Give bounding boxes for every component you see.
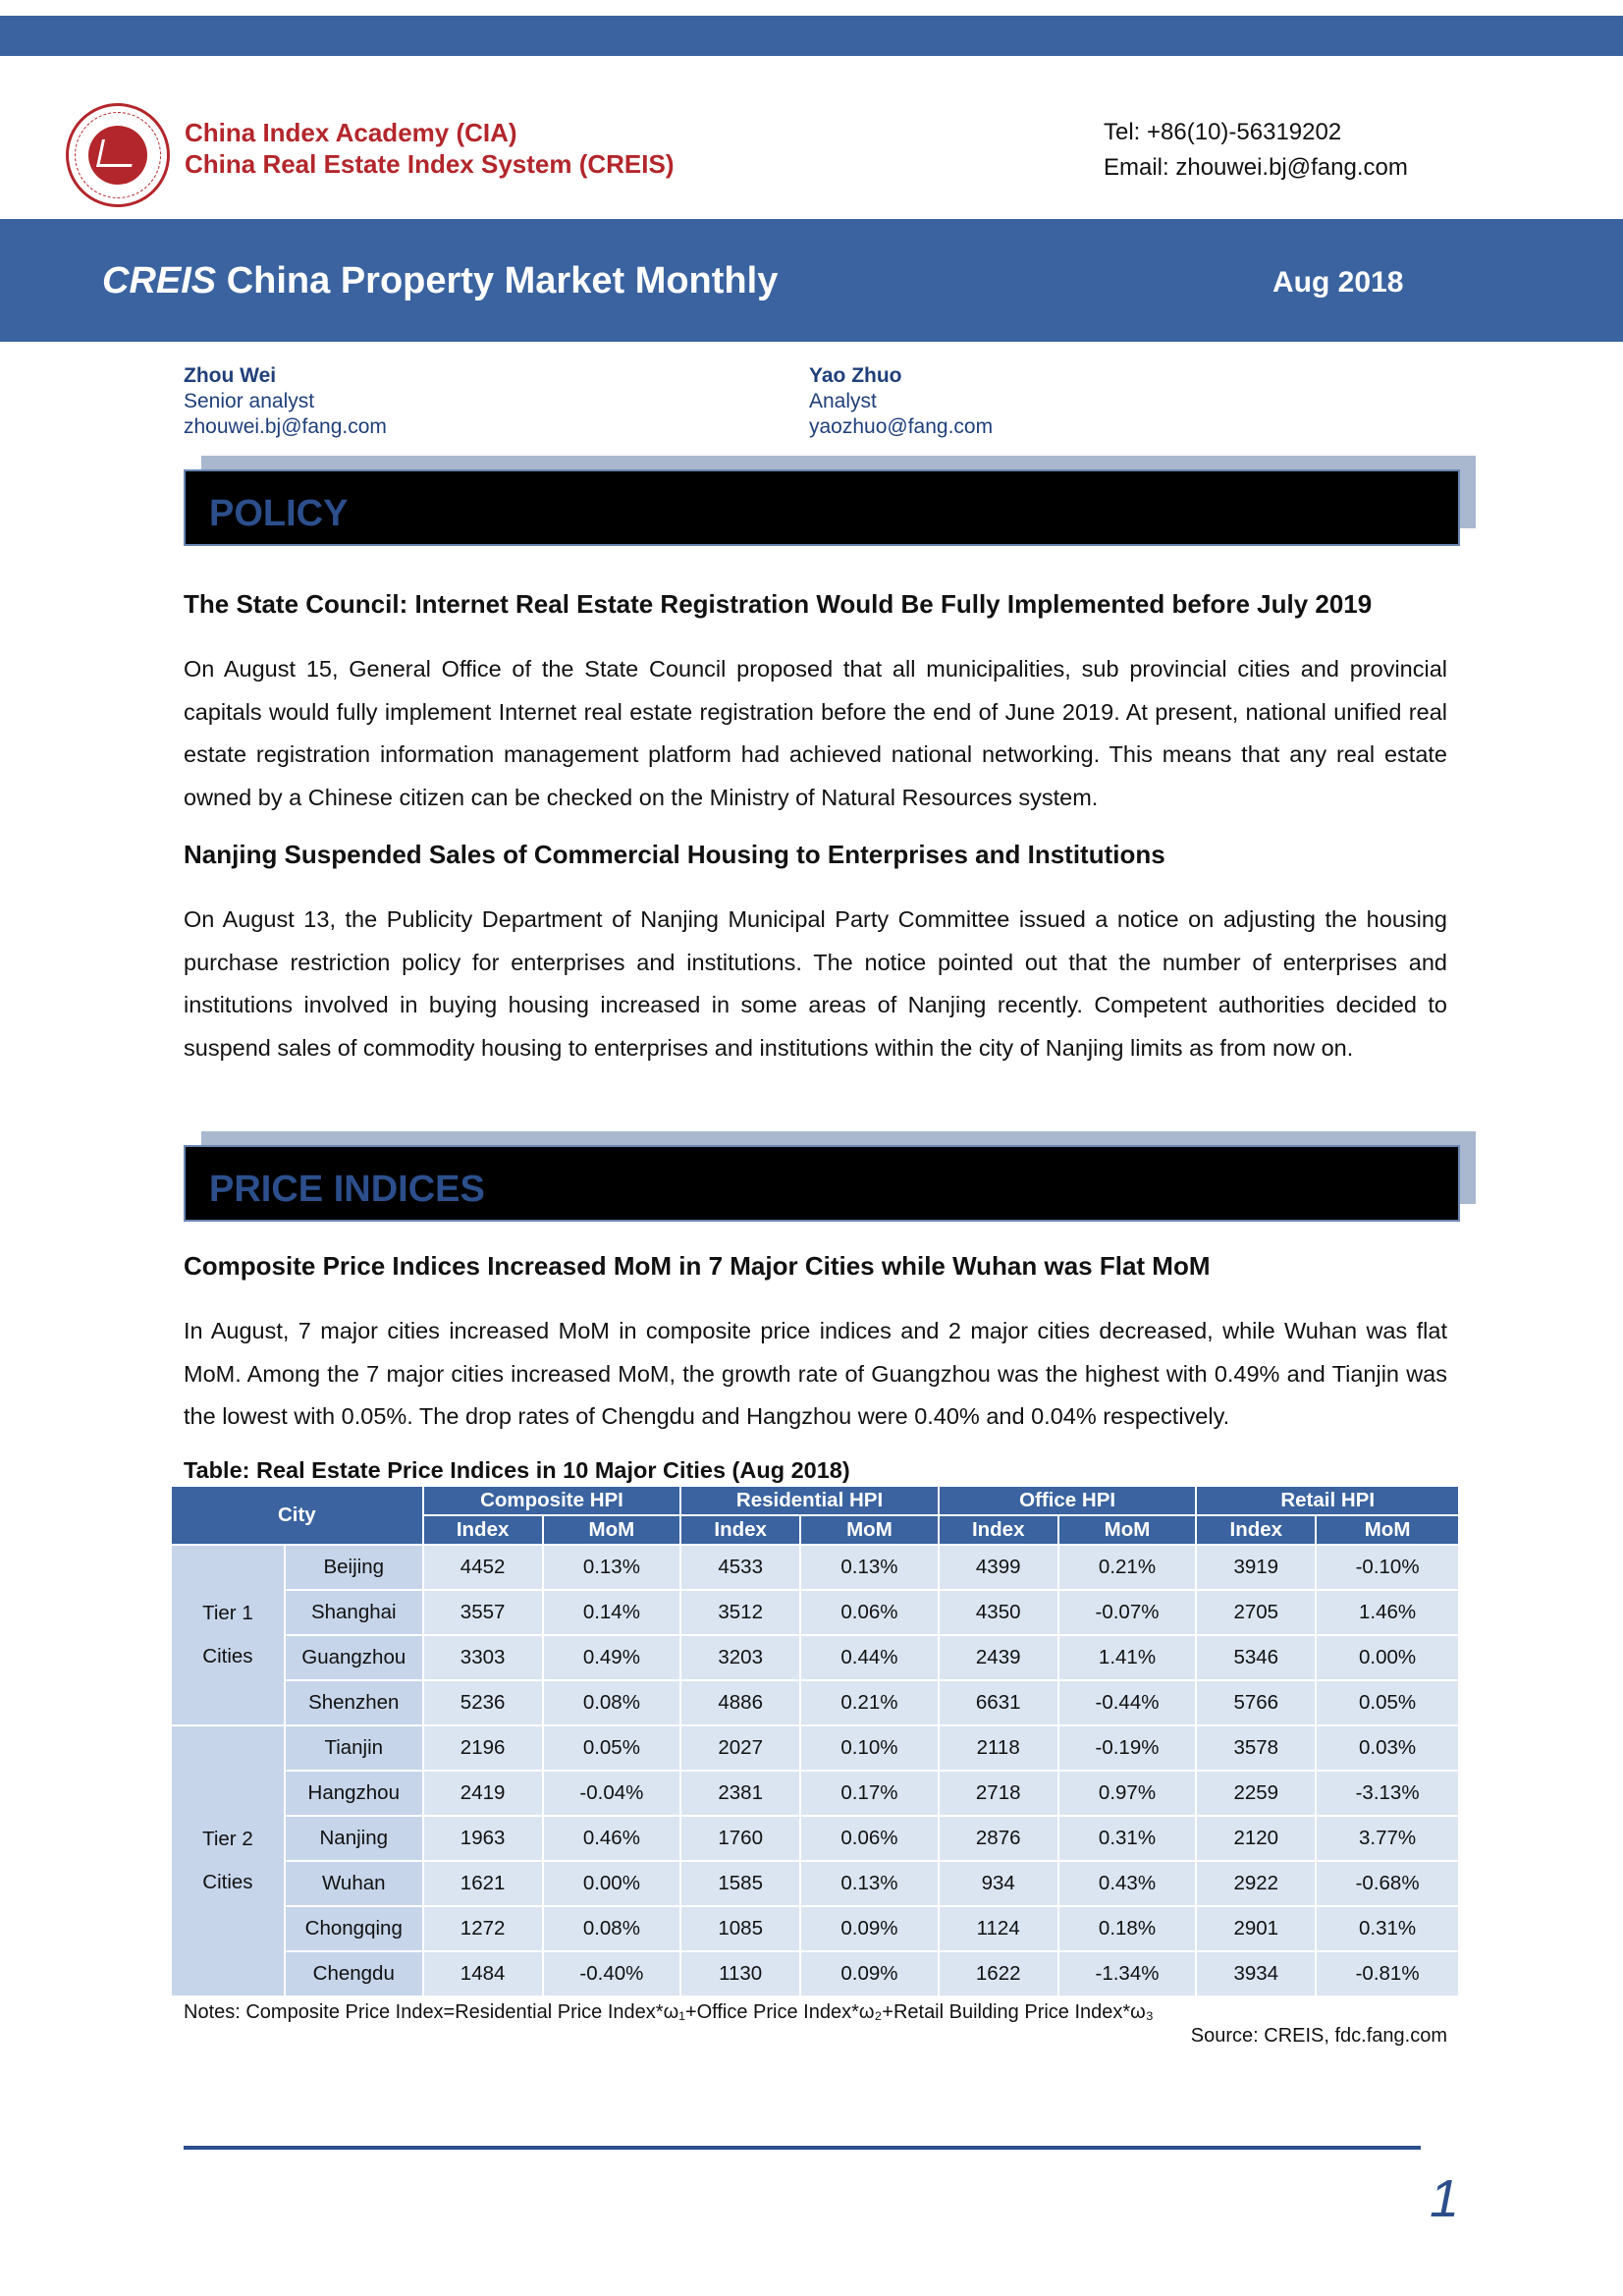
table-cell: 2118 [939,1725,1058,1771]
table-cell: 1621 [423,1861,543,1906]
policy-heading-2: Nanjing Suspended Sales of Commercial Housing to Enterprises and Institutions [184,840,1165,869]
table-cell: 3303 [423,1635,543,1680]
table-cell: -0.10% [1316,1545,1459,1590]
table-cell: 2259 [1196,1771,1316,1816]
column-group-retail: Retail HPI [1196,1486,1459,1515]
table-cell: 0.97% [1058,1771,1197,1816]
table-cell: 0.05% [1316,1680,1459,1725]
report-title-text: China Property Market Monthly [216,260,779,301]
table-cell: 2027 [680,1725,800,1771]
table-cell: 0.14% [543,1590,681,1635]
table-row [171,1951,1459,1996]
table-cell: 2120 [1196,1816,1316,1861]
section-header-price-indices [184,1131,1460,1212]
table-cell: 0.06% [800,1816,939,1861]
table-row [171,1635,1459,1680]
table-cell: 0.49% [543,1635,681,1680]
table-row [171,1816,1459,1861]
table-cell: -0.07% [1058,1590,1197,1635]
org-line-creis: China Real Estate Index System (CREIS) [185,149,675,179]
price-index-table [170,1485,1460,1997]
column-header-mom: MoM [800,1515,939,1545]
china-index-academy-seal-icon [66,103,170,207]
table-cell: -0.40% [543,1951,681,1996]
table-cell: 1124 [939,1906,1058,1951]
table-cell: 2419 [423,1771,543,1816]
table-cell: 0.46% [543,1816,681,1861]
table-cell: 2901 [1196,1906,1316,1951]
table-cell: 0.06% [800,1590,939,1635]
author-email: yaozhuo@fang.com [809,415,994,438]
table-cell: 1585 [680,1861,800,1906]
policy-heading-1: The State Council: Internet Real Estate Registration Would Be Fully Implemented before July 2019 [184,589,1373,619]
table-row [171,1861,1459,1906]
city-name-cell: Beijing [285,1545,423,1590]
table-cell: 3934 [1196,1951,1316,1996]
table-cell: 0.05% [543,1725,681,1771]
table-cell: 1085 [680,1906,800,1951]
section-label: POLICY [209,493,349,534]
table-cell: 3578 [1196,1725,1316,1771]
table-cell: 0.21% [1058,1545,1197,1590]
table-cell: 5766 [1196,1680,1316,1725]
contact-tel: Tel: +86(10)-56319202 [1104,119,1342,145]
table-cell: 0.00% [1316,1635,1459,1680]
table-cell: 4452 [423,1545,543,1590]
city-name-cell: Tianjin [285,1725,423,1771]
table-cell: 0.10% [800,1725,939,1771]
table-cell: 4399 [939,1545,1058,1590]
column-header-mom: MoM [1058,1515,1197,1545]
table-cell: 0.43% [1058,1861,1197,1906]
table-cell: 0.17% [800,1771,939,1816]
table-cell: 1272 [423,1906,543,1951]
table-body [171,1545,1459,1996]
report-title-band [0,219,1623,342]
table-cell: 0.08% [543,1680,681,1725]
section-label: PRICE INDICES [209,1169,485,1210]
table-cell: 0.09% [800,1951,939,1996]
table-cell: -1.34% [1058,1951,1197,1996]
table-caption: Table: Real Estate Price Indices in 10 Major Cities (Aug 2018) [184,1457,850,1483]
price-heading-1: Composite Price Indices Increased MoM in 7 Major Cities while Wuhan was Flat MoM [184,1251,1211,1281]
table-cell: 0.13% [800,1861,939,1906]
table-notes: Notes: Composite Price Index=Residential Price Index*ω₁+Office Price Index*ω₂+Retail Building Price Index*ω₃ [184,2001,1154,2023]
table-source: Source: CREIS, fdc.fang.com [1190,2025,1447,2047]
table-cell: 0.13% [543,1545,681,1590]
column-header-city: City [171,1486,423,1545]
table-cell: 3557 [423,1590,543,1635]
tier-label: Tier 1 Cities [171,1545,285,1725]
table-cell: 3.77% [1316,1816,1459,1861]
report-title-brand: CREIS [102,260,217,301]
top-accent-bar [0,16,1623,56]
author-email: zhouwei.bj@fang.com [184,415,387,438]
city-name-cell: Shanghai [285,1590,423,1635]
table-cell: 3512 [680,1590,800,1635]
tier-label: Tier 2 Cities [171,1725,285,1996]
policy-paragraph-1: On August 15, General Office of the State Council proposed that all municipalities, sub provincial cities and provincial capitals would fully implement Internet real estate registration before the end of June 2019. At present, national unified real estate registration information management platform had achieved national networking. This means that any real estate owned by a Chinese citizen can be checked on the Ministry of Natural Resources system. [184,656,1447,810]
column-header-mom: MoM [543,1515,681,1545]
column-header-index: Index [680,1515,800,1545]
author-role: Senior analyst [184,390,315,412]
author-block [184,363,387,440]
author-name: Zhou Wei [184,364,277,387]
table-cell: 2876 [939,1816,1058,1861]
table-row [171,1590,1459,1635]
table-cell: 2705 [1196,1590,1316,1635]
report-title [102,260,778,302]
column-header-index: Index [939,1515,1058,1545]
organization-name [185,117,674,180]
table-row [171,1680,1459,1725]
table-cell: 1963 [423,1816,543,1861]
column-header-index: Index [1196,1515,1316,1545]
table-cell: 0.13% [800,1545,939,1590]
table-cell: 0.21% [800,1680,939,1725]
table-cell: 2381 [680,1771,800,1816]
table-cell: -0.81% [1316,1951,1459,1996]
city-name-cell: Chongqing [285,1906,423,1951]
table-cell: 1484 [423,1951,543,1996]
table-cell: 5346 [1196,1635,1316,1680]
table-cell: 2439 [939,1635,1058,1680]
table-cell: 2718 [939,1771,1058,1816]
table-cell: 1.46% [1316,1590,1459,1635]
table-cell: 3203 [680,1635,800,1680]
table-cell: 1.41% [1058,1635,1197,1680]
table-cell: 1760 [680,1816,800,1861]
table-cell: -0.68% [1316,1861,1459,1906]
table-cell: 0.31% [1316,1906,1459,1951]
table-cell: 0.44% [800,1635,939,1680]
table-cell: -0.04% [543,1771,681,1816]
city-name-cell: Wuhan [285,1861,423,1906]
footer-divider [184,2146,1421,2150]
page-number: 1 [1430,2169,1460,2228]
page-header [0,56,1623,218]
table-cell: -0.44% [1058,1680,1197,1725]
city-name-cell: Chengdu [285,1951,423,1996]
column-header-index: Index [423,1515,543,1545]
author-role: Analyst [809,390,877,412]
table-cell: 1130 [680,1951,800,1996]
table-row [171,1725,1459,1771]
table-cell: 0.31% [1058,1816,1197,1861]
table-cell: 6631 [939,1680,1058,1725]
column-header-mom: MoM [1316,1515,1459,1545]
table-cell: -0.19% [1058,1725,1197,1771]
contact-email: Email: zhouwei.bj@fang.com [1104,154,1408,181]
table-cell: 5236 [423,1680,543,1725]
author-name: Yao Zhuo [809,364,902,387]
table-cell: 1622 [939,1951,1058,1996]
table-cell: 2196 [423,1725,543,1771]
table-cell: 0.08% [543,1906,681,1951]
org-line-cia: China Index Academy (CIA) [185,118,517,147]
column-group-residential: Residential HPI [680,1486,939,1515]
table-cell: 0.09% [800,1906,939,1951]
author-block [809,363,993,440]
table-cell: 4886 [680,1680,800,1725]
table-row [171,1545,1459,1590]
table-row [171,1771,1459,1816]
section-header-policy [184,456,1460,536]
report-date: Aug 2018 [1272,266,1404,299]
city-name-cell: Hangzhou [285,1771,423,1816]
column-group-office: Office HPI [939,1486,1197,1515]
city-name-cell: Guangzhou [285,1635,423,1680]
table-cell: 2922 [1196,1861,1316,1906]
table-cell: -3.13% [1316,1771,1459,1816]
policy-paragraph-2: On August 13, the Publicity Department of Nanjing Municipal Party Committee issued a notice on adjusting the housing purchase restriction policy for enterprises and institutions. The notice pointed out that the number of enterprises and institutions involved in buying housing increased in some areas of Nanjing recently. Competent authorities decided to suspend sales of commodity housing to enterprises and institutions within the city of Nanjing limits as from now on. [184,906,1447,1061]
table-cell: 3919 [1196,1545,1316,1590]
city-name-cell: Nanjing [285,1816,423,1861]
table-header-row [171,1486,1459,1515]
table-cell: 4533 [680,1545,800,1590]
column-group-composite: Composite HPI [423,1486,681,1515]
price-paragraph-1: In August, 7 major cities increased MoM in composite price indices and 2 major cities decreased, while Wuhan was flat MoM. Among the 7 major cities increased MoM, the growth rate of Guangzhou was the highest with 0.49% and Tianjin was the lowest with 0.05%. The drop rates of Chengdu and Hangzhou were 0.40% and 0.04% respectively. [184,1318,1447,1429]
table-cell: 0.03% [1316,1725,1459,1771]
city-name-cell: Shenzhen [285,1680,423,1725]
table-cell: 0.18% [1058,1906,1197,1951]
table-cell: 4350 [939,1590,1058,1635]
contact-info [1104,115,1408,186]
table-cell: 0.00% [543,1861,681,1906]
table-row [171,1906,1459,1951]
table-cell: 934 [939,1861,1058,1906]
